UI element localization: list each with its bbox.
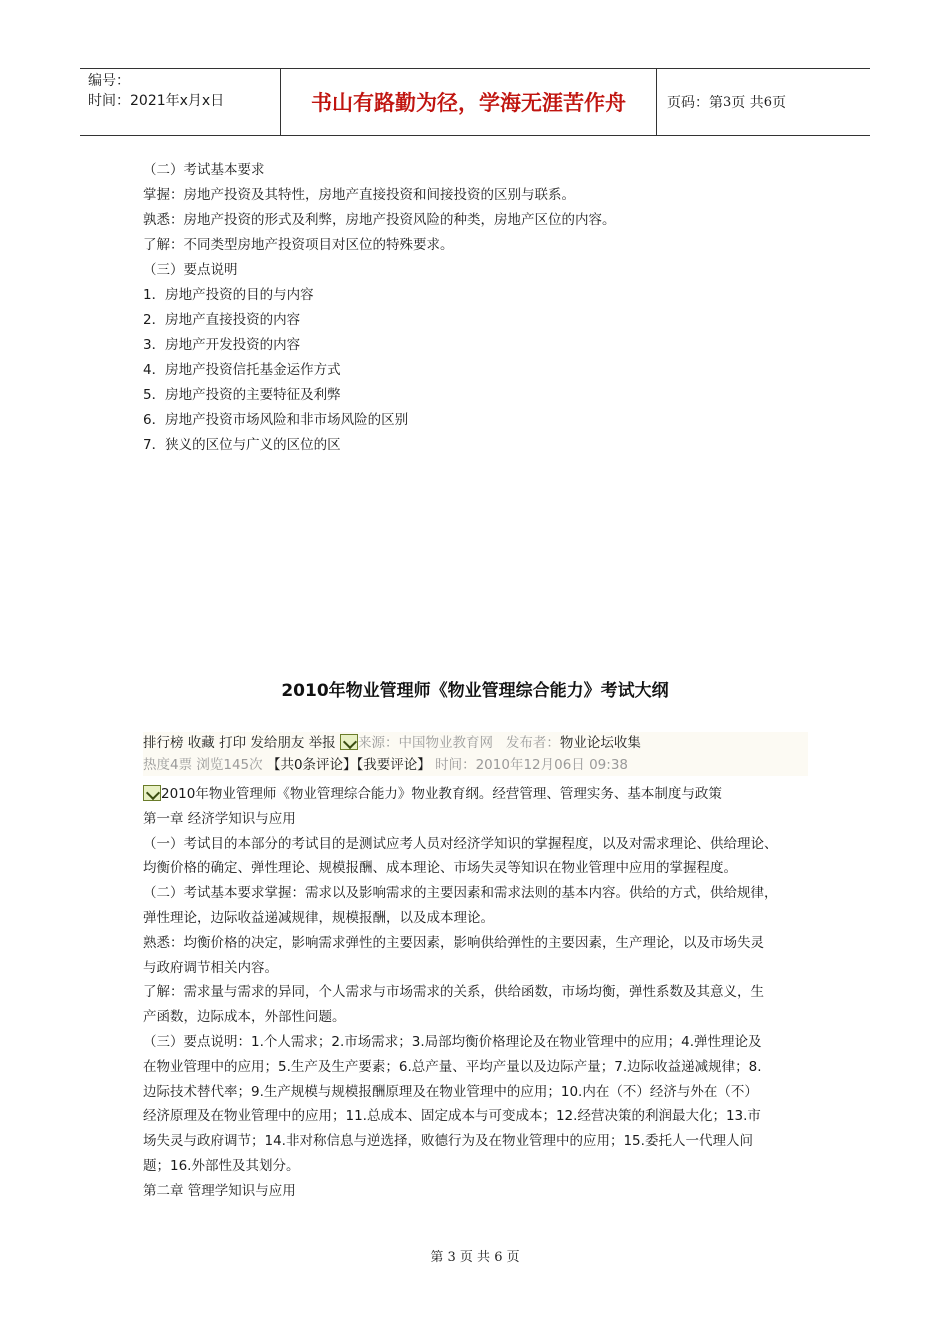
header-page-info xyxy=(657,69,870,135)
text-line: 与政府调节相关内容。 xyxy=(143,959,278,976)
text-line: 产函数，边际成本，外部性问题。 xyxy=(143,1009,346,1026)
article-meta xyxy=(143,732,808,776)
list-item: 1．房地产投资的目的与内容 xyxy=(143,287,314,303)
text-line: 了解：需求量与需求的异同，个人需求与市场需求的关系，供给函数，市场均衡，弹性系数及其意义，生 xyxy=(143,984,764,1001)
text-line: （一）考试目的本部分的考试目的是测试应考人员对经济学知识的掌握程度，以及对需求理论、供给理论、 xyxy=(143,835,778,852)
publisher-name: 物业论坛收集 xyxy=(559,735,641,751)
text-line: （三）要点说明 xyxy=(143,262,238,278)
page-label: 页码：第 xyxy=(667,95,723,111)
list-item: 7．狭义的区位与广义的区位的区 xyxy=(143,437,341,453)
section-investment-requirements xyxy=(143,158,823,458)
text-line: （二）考试基本要求 xyxy=(143,162,265,178)
list-item: 5．房地产投资的主要特征及利弊 xyxy=(143,387,341,403)
text-line: 弹性理论，边际收益递减规律，规模报酬，以及成本理论。 xyxy=(143,909,494,926)
source-label: 来源： xyxy=(357,735,399,751)
article-actions[interactable]: 排行榜 收藏 打印 发给朋友 举报 xyxy=(143,735,336,751)
list-item: 2．房地产直接投资的内容 xyxy=(143,312,301,328)
publisher-label: 发布者： xyxy=(505,735,560,751)
article-stats-row xyxy=(143,754,808,776)
article-title: 2010年物业管理师《物业管理综合能力》考试大纲 xyxy=(281,681,669,701)
page-total: 6 xyxy=(763,94,773,110)
source-name: 中国物业教育网 xyxy=(398,735,493,751)
document-number-label: 编号： xyxy=(88,73,130,89)
text-line: 边际技术替代率；9.生产规模与规模报酬原理及在物业管理中的应用；10.内在（不）经济与外在（不） xyxy=(143,1083,758,1100)
article-stats: 热度4票 浏览145次 xyxy=(143,757,263,773)
text-line: 孰悉：房地产投资的形式及利弊，房地产投资风险的种类，房地产区位的内容。 xyxy=(143,212,616,228)
page-mid-label: 页 共 xyxy=(731,95,764,111)
header-motto: 书山有路勤为径，学海无涯苦作舟 xyxy=(280,69,657,135)
article-actions-row xyxy=(143,732,808,754)
comment-links[interactable]: 【共0条评论】【我要评论】 xyxy=(266,757,431,773)
header-left-cell xyxy=(80,69,280,135)
page-footer: 第 3 页 共 6 页 xyxy=(430,1250,520,1265)
list-item: 3．房地产开发投资的内容 xyxy=(143,337,301,353)
page-end-label: 页 xyxy=(772,95,787,111)
text-line: 场失灵与政府调节；14.非对称信息与逆选择，败德行为及在物业管理中的应用；15.委托人一代理人问 xyxy=(143,1133,753,1150)
text-line: 掌握：房地产投资及其特性，房地产直接投资和间接投资的区别与联系。 xyxy=(143,187,575,203)
document-header xyxy=(80,68,870,136)
intro-text: 2010年物业管理师《物业管理综合能力》物业教育纲。经营管理、管理实务、基本制度与政策 xyxy=(161,786,722,802)
chapter-heading: 第一章 经济学知识与应用 xyxy=(143,810,296,827)
document-time-label: 时间：2021年x月x日 xyxy=(88,93,225,109)
text-line: 题；16.外部性及其划分。 xyxy=(143,1157,300,1174)
text-line: 均衡价格的确定、弹性理论、规模报酬、成本理论、市场失灵等知识在物业管理中应用的掌握程度。 xyxy=(143,860,737,877)
text-line: （三）要点说明：1.个人需求；2.市场需求；3.局部均衡价格理论及在物业管理中的应用；4.弹性理论及 xyxy=(143,1033,762,1050)
article-intro xyxy=(143,782,815,807)
document-icon xyxy=(143,785,161,801)
list-item: 4．房地产投资信托基金运作方式 xyxy=(143,362,341,378)
text-line: 在物业管理中的应用；5.生产及生产要素；6.总产量、平均产量以及边际产量；7.边际收益递减规律；8. xyxy=(143,1058,762,1075)
text-line: 经济原理及在物业管理中的应用；11.总成本、固定成本与可变成本；12.经营决策的利润最大化；13.市 xyxy=(143,1108,761,1125)
text-line: （二）考试基本要求掌握：需求以及影响需求的主要因素和需求法则的基本内容。供给的方式，供给规律， xyxy=(143,885,778,902)
share-icon[interactable] xyxy=(340,734,358,750)
text-line: 熟悉：均衡价格的决定，影响需求弹性的主要因素，影响供给弹性的主要因素，生产理论，以及市场失灵 xyxy=(143,934,764,951)
list-item: 6．房地产投资市场风险和非市场风险的区别 xyxy=(143,412,409,428)
text-line: 第二章 管理学知识与应用 xyxy=(143,1182,296,1199)
article-time: 时间：2010年12月06日 09:38 xyxy=(435,757,629,773)
text-line: 了解：不同类型房地产投资项目对区位的特殊要求。 xyxy=(143,237,454,253)
page-number: 3 xyxy=(723,94,732,110)
chapter-heading xyxy=(143,1204,815,1229)
article-body xyxy=(143,782,815,1228)
